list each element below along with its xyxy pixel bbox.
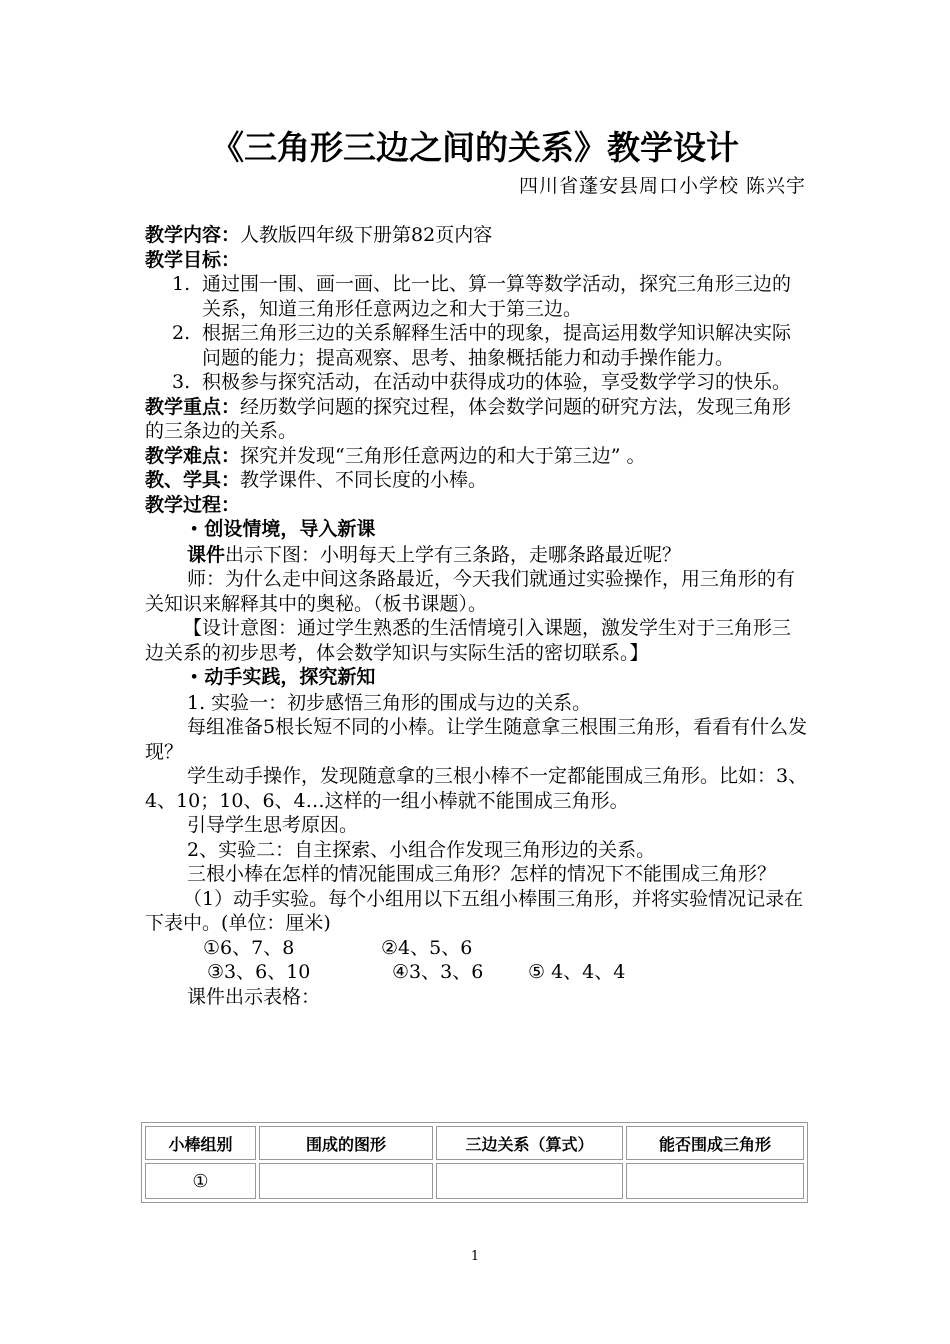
tools-line <box>145 468 808 493</box>
content-text: 人教版四年级下册第82页内容 <box>240 224 493 246</box>
table-cell: ① <box>145 1163 256 1199</box>
table-header: 围成的图形 <box>259 1126 433 1160</box>
section2-title: 动手实践，探究新知 <box>204 666 376 688</box>
s1-text: 出示下图：小明每天上学有三条路，走哪条路最近呢？ <box>225 543 682 566</box>
combo-row <box>145 960 808 985</box>
s2-paragraph: 每组准备5根长短不同的小棒。让学生随意拿三根围三角形，看看有什么发现？ <box>145 716 808 763</box>
combo-item: ⑤ 4、4、4 <box>528 961 626 983</box>
s2-paragraph: 学生动手操作，发现随意拿的三根小棒不一定都能围成三角形。比如：3、4、10；10、6、4…这样的一组小棒就不能围成三角形。 <box>145 765 808 812</box>
combo-item: ③3、6、10 <box>207 961 311 983</box>
goal-item <box>172 321 808 370</box>
table-cell <box>259 1163 433 1199</box>
goals-label: 教学目标： <box>145 248 241 271</box>
goal-number: 1. <box>172 273 191 295</box>
experiment1: 1. 实验一：初步感悟三角形的围成与边的关系。 <box>187 691 592 714</box>
document-body <box>145 223 808 1009</box>
table-cell <box>436 1163 623 1199</box>
combo-item: ①6、7、8 <box>203 936 295 959</box>
page-number: 1 <box>470 1249 480 1264</box>
goal-number: 3. <box>172 371 191 393</box>
goal-text: 根据三角形三边的关系解释生活中的现象，提高运用数学知识解决实际问题的能力；提高观察、思考、抽象概括能力和动手操作能力。 <box>202 322 792 369</box>
goal-text: 通过围一围、画一画、比一比、算一算等数学活动，探究三角形三边的关系，知道三角形任意两边之和大于第三边。 <box>202 273 792 320</box>
table-header: 小棒组别 <box>145 1126 256 1160</box>
table-cell <box>626 1163 804 1199</box>
s2-paragraph: 引导学生思考原因。 <box>187 814 359 836</box>
content-line <box>145 223 808 248</box>
bullet-icon: • <box>190 670 199 685</box>
goal-item <box>172 370 808 395</box>
section2-heading <box>145 665 808 691</box>
table-header-row <box>145 1126 804 1160</box>
table-header: 三边关系（算式） <box>436 1126 623 1160</box>
key-label: 教学重点： <box>145 395 241 418</box>
tools-label: 教、学具： <box>145 469 241 491</box>
section1-title: 创设情境，导入新课 <box>204 518 376 540</box>
table-row <box>145 1163 804 1199</box>
author-line: 四川省蓬安县周口小学校 陈兴宇 <box>518 175 806 197</box>
difficulty-text: 探究并发现“三角形任意两边的和大于第三边” 。 <box>240 444 646 467</box>
key-point-line <box>145 395 808 444</box>
process-label: 教学过程： <box>145 493 241 516</box>
combo-row <box>145 936 808 961</box>
content-label: 教学内容： <box>145 224 241 246</box>
table-header: 能否围成三角形 <box>626 1126 804 1160</box>
s1-bold: 课件 <box>187 543 226 566</box>
goal-text: 积极参与探究活动，在活动中获得成功的体验，享受数学学习的快乐。 <box>202 371 792 393</box>
difficulty-label: 教学难点： <box>145 444 241 467</box>
tools-text: 教学课件、不同长度的小棒。 <box>240 469 488 491</box>
difficulty-line <box>145 444 808 469</box>
s2-paragraph: （1）动手实验。每个小组用以下五组小棒围三角形，并将实验情况记录在下表中。(单位：厘米) <box>145 887 804 934</box>
goal-item <box>172 272 808 321</box>
table-caption: 课件出示表格： <box>187 985 321 1008</box>
key-text: 经历数学问题的探究过程，体会数学问题的研究方法，发现三角形的三条边的关系。 <box>145 395 792 442</box>
goals-list <box>145 272 808 395</box>
s2-paragraph: 三根小棒在怎样的情况能围成三角形？怎样的情况下不能围成三角形？ <box>187 863 777 885</box>
experiment-table <box>141 1122 808 1203</box>
section1-heading <box>145 517 808 543</box>
experiment2: 2、实验二：自主探索、小组合作发现三角形边的关系。 <box>187 838 656 861</box>
document-title: 《三角形三边之间的关系》教学设计 <box>211 128 739 167</box>
s1-paragraph <box>145 543 808 568</box>
bullet-icon: • <box>190 522 199 537</box>
combo-item: ②4、5、6 <box>381 936 473 959</box>
goal-number: 2. <box>172 322 191 344</box>
combo-item: ④3、3、6 <box>392 961 484 983</box>
s1-paragraph: 师：为什么走中间这条路最近，今天我们就通过实验操作，用三角形的有关知识来解释其中的奥秘。（板书课题）。 <box>145 568 796 615</box>
design-intent: 【设计意图：通过学生熟悉的生活情境引入课题，激发学生对于三角形三边关系的初步思考，体会数学知识与实际生活的密切联系。】 <box>145 617 792 664</box>
